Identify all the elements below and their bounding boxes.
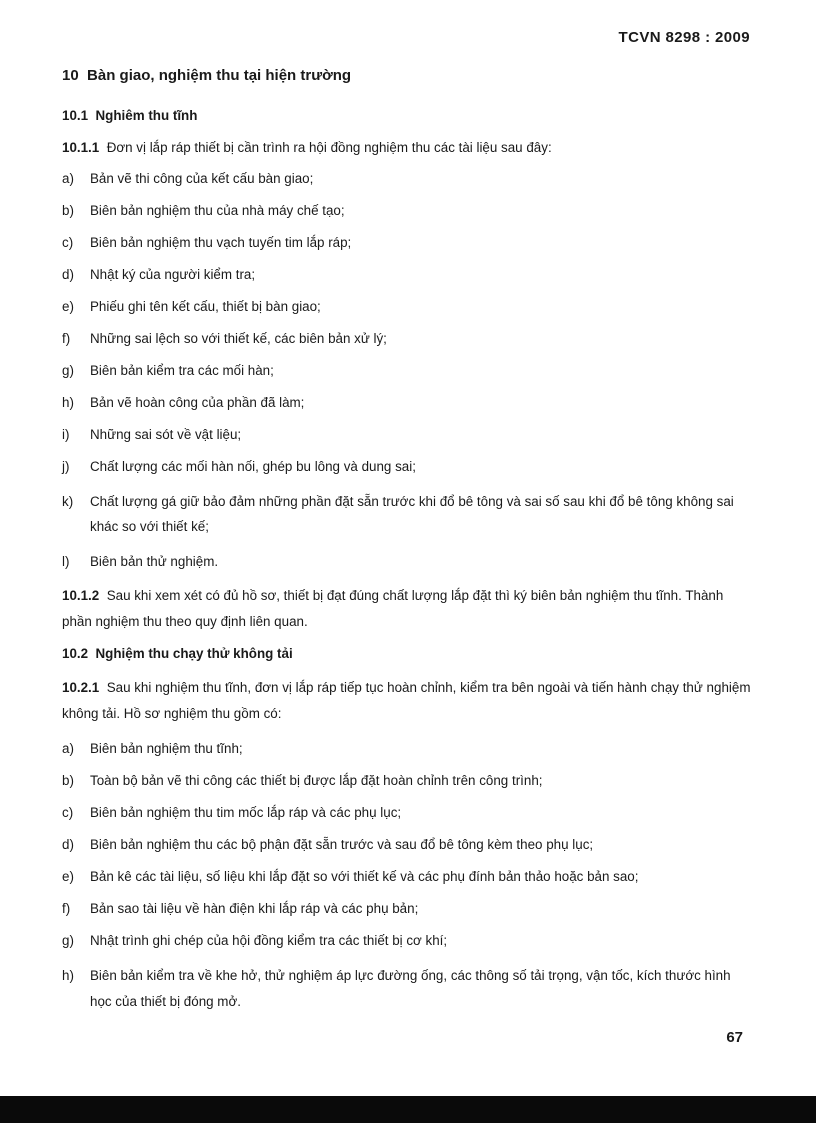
list-item	[62, 361, 752, 380]
list-item-label: c)	[62, 805, 74, 820]
list-item	[62, 425, 752, 444]
section-10-2-number: 10.2	[62, 646, 89, 661]
list-item	[62, 803, 752, 822]
list-item-text: Chất lượng các mối hàn nối, ghép bu lông và dung sai;	[90, 459, 416, 474]
list-item-text: Biên bản thử nghiệm.	[90, 554, 219, 569]
list-item	[62, 297, 752, 316]
list-item-label: d)	[62, 837, 74, 852]
list-item	[62, 899, 752, 918]
list-item-label: j)	[62, 459, 70, 474]
clause-10-2-1-number: 10.2.1	[62, 680, 100, 695]
list-item-text: Những sai lệch so với thiết kế, các biên bản xử lý;	[90, 331, 387, 346]
scan-bottom-edge	[0, 1096, 816, 1123]
list-item-text: Bản sao tài liệu về hàn điện khi lắp ráp và các phụ bản;	[90, 901, 419, 916]
list-item	[62, 835, 752, 854]
list-item-text: Biên bản nghiệm thu của nhà máy chế tạo;	[90, 203, 345, 218]
list-item	[62, 265, 752, 284]
list-item	[62, 169, 752, 188]
list-item-label: k)	[62, 494, 74, 509]
list-item-label: b)	[62, 203, 74, 218]
clause-10-1-2	[62, 583, 752, 635]
list-item-label: h)	[62, 968, 74, 983]
list-10-2-1	[62, 739, 752, 1015]
section-10-2-heading	[62, 644, 752, 663]
list-item-label: g)	[62, 933, 74, 948]
list-item-text: Chất lượng gá giữ bảo đảm những phần đặt sẵn trước khi đổ bê tông và sai số sau khi đổ bê tông không sai khác so với thiết kế;	[90, 494, 734, 534]
list-item-label: c)	[62, 235, 74, 250]
list-item-text: Những sai sót về vật liệu;	[90, 427, 242, 442]
list-item-label: l)	[62, 554, 70, 569]
list-item-text: Nhật ký của người kiểm tra;	[90, 267, 256, 282]
section-10-1-number: 10.1	[62, 108, 89, 123]
list-item-text: Biên bản nghiệm thu tim mốc lắp ráp và các phụ lục;	[90, 805, 402, 820]
list-item-text: Biên bản nghiệm thu vạch tuyến tim lắp ráp;	[90, 235, 352, 250]
page-number: 67	[726, 1029, 743, 1046]
page-content	[62, 66, 752, 1015]
clause-10-1-2-text: Sau khi xem xét có đủ hồ sơ, thiết bị đạt đúng chất lượng lắp đặt thì ký biên bản nghiệm thu tĩnh. Thành phần nghiệm thu theo quy định liên quan.	[62, 588, 724, 629]
list-item-text: Biên bản nghiệm thu các bộ phận đặt sẵn trước và sau đổ bê tông kèm theo phụ lục;	[90, 837, 594, 852]
list-item	[62, 867, 752, 886]
list-item-label: i)	[62, 427, 70, 442]
section-10-number: 10	[62, 67, 79, 84]
list-item	[62, 771, 752, 790]
list-item-text: Biên bản kiểm tra về khe hở, thử nghiệm áp lực đường ống, các thông số tải trọng, vận tốc, kích thước hình học của thiết bị đóng mở.	[90, 968, 731, 1009]
section-10-heading	[62, 66, 752, 86]
section-10-1-title: Nghiêm thu tĩnh	[95, 108, 198, 123]
list-10-1-1	[62, 169, 752, 571]
list-item	[62, 931, 752, 950]
list-item-text: Bản vẽ thi công của kết cấu bàn giao;	[90, 171, 314, 186]
list-item-text: Phiếu ghi tên kết cấu, thiết bị bàn giao;	[90, 299, 321, 314]
clause-10-1-1-number: 10.1.1	[62, 140, 100, 155]
list-item-label: f)	[62, 331, 71, 346]
list-item-text: Biên bản kiểm tra các mối hàn;	[90, 363, 274, 378]
list-item-text: Nhật trình ghi chép của hội đồng kiểm tra các thiết bị cơ khí;	[90, 933, 448, 948]
list-item-text: Bản kê các tài liệu, số liệu khi lắp đặt so với thiết kế và các phụ đính bản thảo hoặc bản sao;	[90, 869, 639, 884]
list-item-label: d)	[62, 267, 74, 282]
list-item-text: Bản vẽ hoàn công của phần đã làm;	[90, 395, 305, 410]
list-item	[62, 552, 752, 571]
list-item-label: g)	[62, 363, 74, 378]
clause-10-1-1-text: Đơn vị lắp ráp thiết bị cần trình ra hội đồng nghiệm thu các tài liệu sau đây:	[106, 140, 552, 155]
list-item-label: e)	[62, 869, 74, 884]
list-item-text: Toàn bộ bản vẽ thi công các thiết bị được lắp đặt hoàn chỉnh trên công trình;	[90, 773, 543, 788]
list-item	[62, 329, 752, 348]
list-item	[62, 457, 752, 476]
list-item	[62, 963, 752, 1015]
list-item-text: Biên bản nghiệm thu tĩnh;	[90, 741, 243, 756]
list-item	[62, 739, 752, 758]
clause-10-2-1-text: Sau khi nghiệm thu tĩnh, đơn vị lắp ráp tiếp tục hoàn chỉnh, kiểm tra bên ngoài và tiến hành chạy thử nghiệm không tải. Hồ sơ nghiệm thu gồm có:	[62, 680, 751, 721]
clause-10-2-1	[62, 675, 752, 727]
list-item-label: e)	[62, 299, 74, 314]
list-item	[62, 489, 752, 539]
list-item-label: b)	[62, 773, 74, 788]
list-item-label: a)	[62, 741, 74, 756]
list-item	[62, 233, 752, 252]
list-item-label: a)	[62, 171, 74, 186]
clause-10-1-1	[62, 138, 752, 157]
standard-code: TCVN 8298 : 2009	[618, 29, 750, 46]
section-10-2-title: Nghiệm thu chạy thử không tải	[95, 646, 293, 661]
section-10-title: Bàn giao, nghiệm thu tại hiện trường	[87, 67, 352, 84]
list-item-label: f)	[62, 901, 71, 916]
list-item	[62, 393, 752, 412]
list-item-label: h)	[62, 395, 74, 410]
list-item	[62, 201, 752, 220]
section-10-1-heading	[62, 106, 752, 125]
clause-10-1-2-number: 10.1.2	[62, 588, 100, 603]
